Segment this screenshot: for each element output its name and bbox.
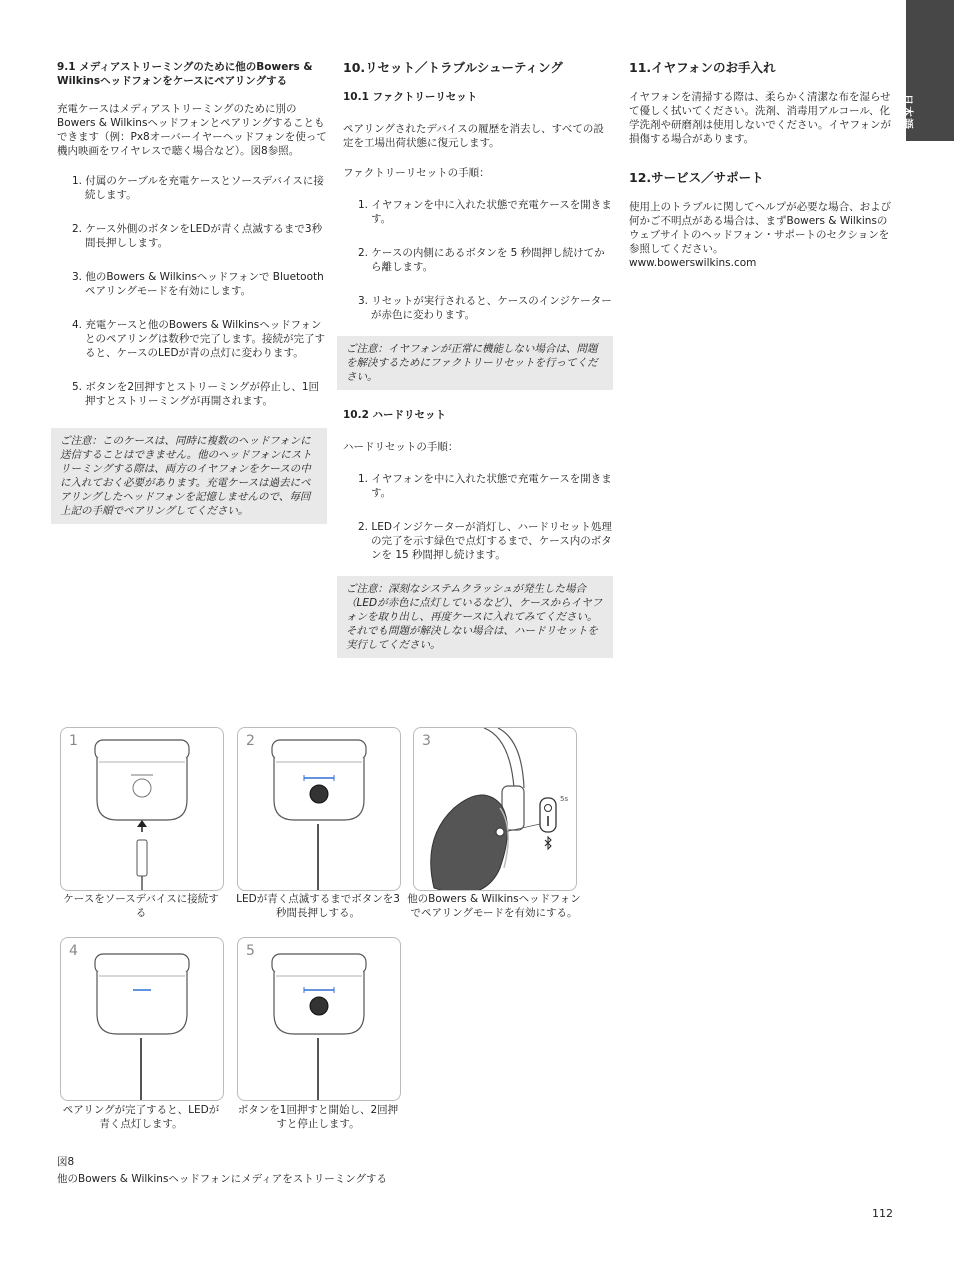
language-tab-label: 日本語 (901, 94, 914, 130)
list-item: 1. イヤフォンを中に入れた状態で充電ケースを開きます。 (358, 199, 612, 225)
figure-label: 図8 (57, 1156, 75, 1168)
list-item: 3. リセットが実行されると、ケースのインジケーターが赤色に変わります。 (358, 295, 612, 321)
figure-number: 5 (246, 943, 255, 959)
section-9-1 (57, 60, 327, 542)
website-link[interactable]: www.bowerswilkins.com (629, 257, 757, 269)
figure-caption-5: ボタンを1回押すと開始し、2回押すと停止します。 (237, 1104, 399, 1130)
figure-number: 1 (69, 733, 78, 749)
case-paired-illustration (61, 938, 223, 1100)
paragraph: ハードリセットの手順： (343, 441, 459, 453)
figure-caption-3: 他のBowers & Wilkinsヘッドフォンでペアリングモードを有効にする。 (407, 893, 581, 919)
paragraph (629, 200, 894, 270)
steps-list (343, 472, 613, 562)
figure-panel-1 (60, 727, 224, 891)
list-item: 5. ボタンを2回押すとストリーミングが停止し、1回押すとストリーミングが再開されます。 (72, 381, 320, 407)
figure-number: 3 (422, 733, 431, 749)
section-heading: 11.イヤフォンのお手入れ (629, 60, 776, 75)
section-11-12 (629, 60, 894, 286)
note-box: ご注意：このケースは、同時に複数のヘッドフォンに送信することはできません。他のヘッドフォンにストリーミングする際は、両方のイヤフォンをケースの中に入れておく必要があります。充電ケースは過去にペアリングしたヘッドフォンを記憶しませんので、毎回上記の手順でペアリングしてください。 (51, 428, 327, 524)
language-tab (901, 0, 954, 141)
steps-list (343, 198, 613, 322)
note-box: ご注意：深刻なシステムクラッシュが発生した場合（LEDが赤色に点灯しているなど）、ケースからイヤフォンを取り出し、再度ケースに入れてみてください。それでも問題が解決しない場合は、ハードリセットを実行してください。 (337, 576, 613, 658)
duration-label: 5s (560, 795, 569, 803)
subsection-heading: 10.1 ファクトリーリセット (343, 91, 478, 103)
figure-number: 4 (69, 943, 78, 959)
page-number: 112 (872, 1207, 893, 1220)
figure-panel-4 (60, 937, 224, 1101)
figure-panel-5 (237, 937, 401, 1101)
paragraph: イヤフォンを清掃する際は、柔らかく清潔な布を湿らせて優しく拭いてください。洗剤、消毒用アルコール、化学洗剤や研磨剤は使用しないでください。イヤフォンが損傷する場合があります。 (629, 91, 891, 145)
section-heading: 12.サービス／サポート (629, 170, 764, 185)
headphones-illustration (414, 728, 576, 890)
figure-caption-1: ケースをソースデバイスに接続する (63, 893, 219, 919)
list-item: 3. 他のBowers & Wilkinsヘッドフォンで Bluetoothペアリングモードを有効にします。 (72, 271, 324, 297)
case-button-illustration (238, 728, 400, 890)
figure-caption-4: ペアリングが完了すると、LEDが青く点灯します。 (62, 1104, 220, 1130)
list-item: 1. イヤフォンを中に入れた状態で充電ケースを開きます。 (358, 473, 612, 499)
list-item: 1. 付属のケーブルを充電ケースとソースデバイスに接続します。 (72, 175, 324, 201)
intro-paragraph: 充電ケースはメディアストリーミングのために別のBowers & Wilkinsヘッドフォンとペアリングすることもできます（例：Px8オーバーイヤーヘッドフォンを使って機内映画をワイヤレスで聴く場合など）。図8参照。 (57, 103, 327, 157)
paragraph: ファクトリーリセットの手順： (343, 167, 490, 179)
note-box: ご注意：イヤフォンが正常に機能しない場合は、問題を解決するためにファクトリーリセットを行ってください。 (337, 336, 613, 390)
subsection-heading: 10.2 ハードリセット (343, 409, 446, 421)
case-stream-illustration (238, 938, 400, 1100)
section-heading: 10.リセット／トラブルシューティング (343, 60, 563, 75)
case-cable-illustration (61, 728, 223, 890)
list-item: 2. ケース外側のボタンをLEDが青く点滅するまで3秒間長押しします。 (72, 223, 323, 249)
figure-caption-2: LEDが青く点滅するまでボタンを3秒間長押しする。 (236, 893, 400, 919)
paragraph: ペアリングされたデバイスの履歴を消去し、すべての設定を工場出荷状態に復元します。 (343, 123, 604, 149)
list-item: 4. 充電ケースと他のBowers & Wilkinsヘッドフォンとのペアリングは数秒で完了します。接続が完了すると、ケースのLEDが青の点灯に変わります。 (72, 319, 326, 359)
figure-number: 2 (246, 733, 255, 749)
figure-panel-2 (237, 727, 401, 891)
section-heading: 9.1 メディアストリーミングのために他のBowers & Wilkinsヘッドフォンをケースにペアリングする (57, 61, 313, 87)
list-item: 2. ケースの内側にあるボタンを 5 秒間押し続けてから離します。 (358, 247, 605, 273)
figure-panel-3 (413, 727, 577, 891)
figure-title: 他のBowers & Wilkinsヘッドフォンにメディアをストリーミングする (57, 1173, 388, 1185)
steps-list (57, 174, 327, 408)
support-text: 使用上のトラブルに関してヘルプが必要な場合、および何かご不明点がある場合は、まずBowers & Wilkinsのウェブサイトのヘッドフォン・サポートのセクションを参照してください。 (629, 201, 892, 255)
list-item: 2. LEDインジケーターが消灯し、ハードリセット処理の完了を示す緑色で点灯するまで、ケース内のボタンを 15 秒間押し続けます。 (358, 521, 612, 561)
section-10 (343, 60, 613, 676)
